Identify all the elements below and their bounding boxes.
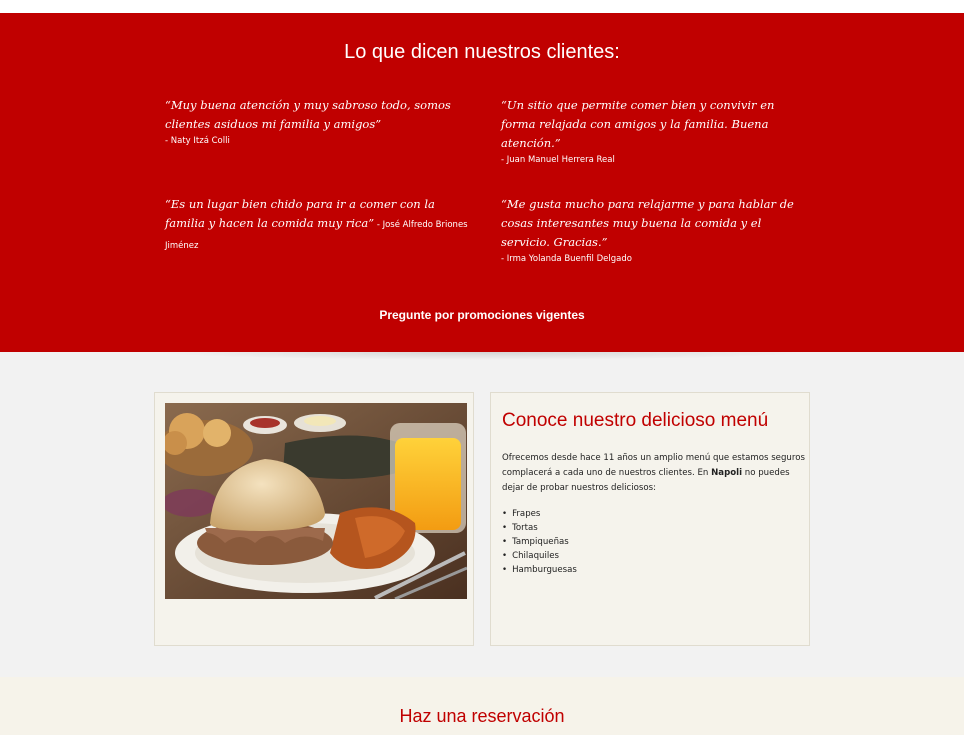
list-item: • Hamburguesas: [502, 563, 577, 577]
list-item: • Frapes: [502, 507, 577, 521]
testimonials-title: Lo que dicen nuestros clientes:: [344, 41, 620, 63]
testimonial-quote: “Es un lugar bien chido para ir a comer con la familia y hacen la comida muy rica”: [165, 197, 435, 230]
testimonial-author: - Juan Manuel Herrera Real: [501, 155, 615, 165]
testimonial-2: [501, 96, 811, 167]
testimonial-1: [165, 96, 475, 148]
menu-items-list: [502, 507, 577, 577]
reservation-section: [0, 677, 964, 735]
testimonial-text: “Un sitio que permite comer bien y convivir en forma relajada con amigos y la familia. Buena atención.”: [501, 98, 775, 150]
section-shadow: [150, 352, 814, 360]
top-bar: [0, 0, 964, 13]
menu-desc-after: no puedes dejar de probar nuestros deliciosos:: [502, 468, 790, 493]
testimonial-text: [165, 195, 475, 256]
food-illustration: [165, 403, 467, 599]
testimonial-4: [501, 195, 801, 266]
menu-title: Conoce nuestro delicioso menú: [502, 410, 769, 431]
testimonials-section: [0, 13, 964, 352]
testimonial-author: - Naty Itzá Colli: [165, 136, 230, 146]
menu-desc-before: Ofrecemos desde hace 11 años un amplio menú que estamos seguros complacerá a cada uno de nuestros clientes. En: [502, 453, 805, 478]
testimonial-author: - José Alfredo Briones Jiménez: [165, 220, 468, 251]
menu-card: [490, 392, 810, 646]
reservation-title: Haz una reservación: [399, 706, 565, 726]
list-item: • Chilaquiles: [502, 549, 577, 563]
menu-description: [502, 451, 808, 496]
testimonial-3: [165, 195, 475, 256]
food-photo: [165, 403, 467, 599]
testimonial-author: - Irma Yolanda Buenfil Delgado: [501, 254, 632, 264]
list-item: • Tortas: [502, 521, 577, 535]
brand-name: Napoli: [711, 468, 743, 478]
food-image-card: [154, 392, 474, 646]
promo-text: Pregunte por promociones vigentes: [379, 308, 585, 322]
testimonial-text: “Me gusta mucho para relajarme y para hablar de cosas interesantes muy buena la comida y el servicio. Gracias.”: [501, 197, 794, 249]
list-item: • Tampiqueñas: [502, 535, 577, 549]
testimonial-text: “Muy buena atención y muy sabroso todo, somos clientes asiduos mi familia y amigos”: [165, 98, 451, 131]
